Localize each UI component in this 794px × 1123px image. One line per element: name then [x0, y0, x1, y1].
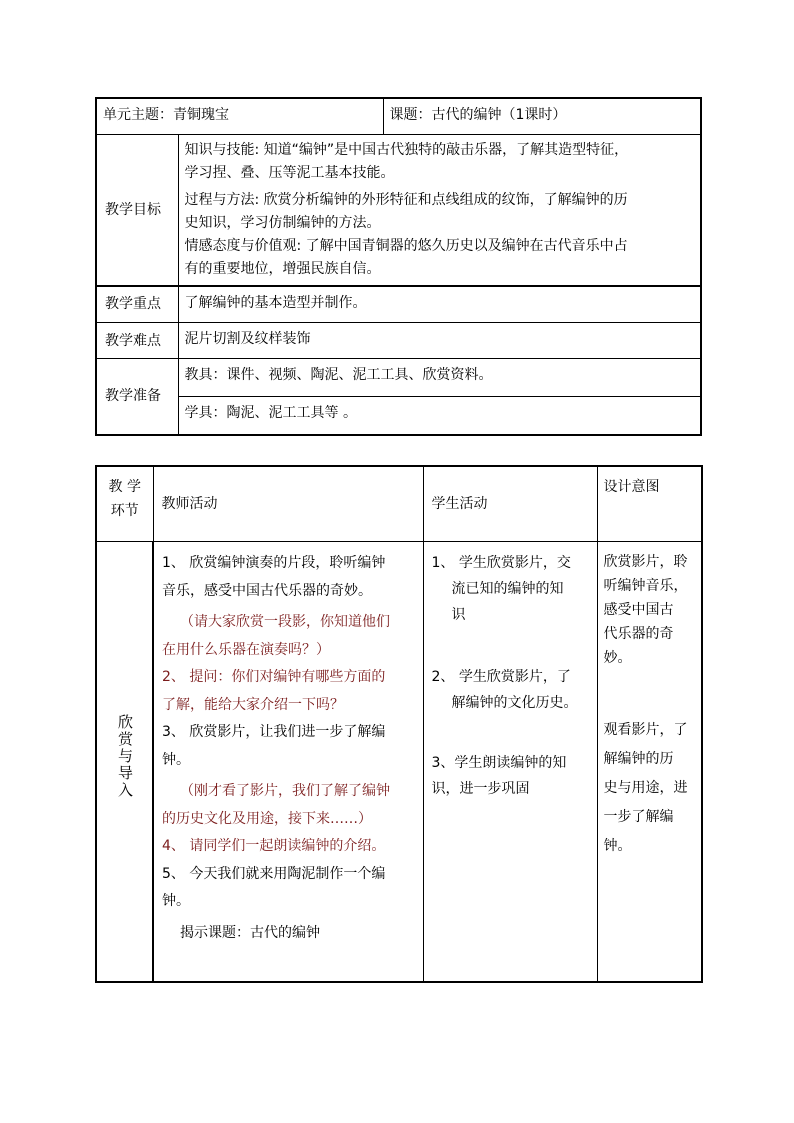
student-line: 识 [451, 607, 466, 623]
teacher-line: 1、 欣赏编钟演奏的片段，聆听编钟 [162, 555, 386, 571]
intent-line: 解编钟的历 [603, 751, 674, 767]
stage-header-line2: 环节 [110, 503, 139, 519]
student-line: 识，进一步巩固 [431, 781, 530, 797]
teacher-line: 揭示课题：古代的编钟 [180, 924, 320, 941]
intent-line: 感受中国古 [603, 602, 674, 618]
lesson-title-cell [383, 98, 701, 134]
teacher-line: （请大家欣赏一段影，你知道他们 [180, 614, 390, 630]
stage-header [96, 466, 153, 542]
intent-line: 代乐器的奇 [603, 626, 674, 642]
student-line: 2、 学生欣赏影片，了 [431, 669, 571, 685]
key-point-label: 教学重点 [96, 286, 178, 323]
teacher-line: 在用什么乐器在演奏吗？） [162, 641, 330, 658]
teacher-line: 5、 今天我们就来用陶泥制作一个编 [162, 865, 386, 882]
unit-theme: 单元主题：青铜瑰宝 [103, 107, 229, 123]
lesson-title: 课题：古代的编钟（1课时） [389, 107, 567, 123]
intent-line: 史与用途，进 [603, 780, 688, 796]
key-point-text: 了解编钟的基本造型并制作。 [178, 286, 701, 323]
goal-line: 情感态度与价值观: 了解中国青铜器的悠久历史以及编钟在古代音乐中占 [184, 237, 628, 254]
stage-name: 欣赏与导入 [116, 714, 134, 800]
intent-line: 观看影片，了 [603, 722, 688, 738]
intent-line: 欣赏影片，聆 [603, 554, 688, 570]
intent-line: 一步了解编 [603, 809, 674, 825]
teacher-line: （刚才看了影片，我们了解了编钟 [180, 783, 390, 799]
goal-line: 知识与技能: 知道“编钟”是中国古代独特的敲击乐器，了解其造型特征， [184, 141, 629, 158]
lesson-info-table [95, 97, 702, 436]
goal-line: 学习捏、叠、压等泥工基本技能。 [184, 164, 395, 181]
student-activity [423, 542, 597, 982]
student-line: 3、学生朗读编钟的知 [431, 755, 567, 771]
stage-header-line1: 教 学 [108, 479, 141, 495]
stage-cell [96, 542, 153, 982]
intent-header: 设计意图 [597, 466, 702, 542]
student-tools: 学具：陶泥、泥工工具等 。 [178, 397, 701, 435]
teacher-line: 了解，能给大家介绍一下吗？ [162, 696, 344, 713]
teacher-line-number: 2、 [162, 669, 185, 685]
student-line: 解编钟的文化历史。 [451, 695, 578, 711]
intent-line: 听编钟音乐， [603, 578, 688, 594]
difficulty-label: 教学难点 [96, 323, 178, 359]
goals-cell [178, 134, 701, 286]
teacher-header: 教师活动 [153, 466, 423, 542]
teacher-line: 4、 请同学们一起朗读编钟的介绍。 [162, 838, 386, 854]
unit-theme-cell [96, 98, 383, 134]
teacher-line: 的历史文化及用途，接下来……） [162, 810, 372, 827]
teacher-line [162, 664, 415, 692]
student-header: 学生活动 [423, 466, 597, 542]
teacher-line: 3、 欣赏影片，让我们进一步了解编 [162, 724, 386, 740]
goal-line: 史知识，学习仿制编钟的方法。 [184, 214, 381, 231]
teacher-line-text: 提问：你们对编钟有哪些方面的 [184, 669, 386, 685]
teacher-line: 音乐，感受中国古代乐器的奇妙。 [162, 582, 372, 599]
lesson-process-table [95, 465, 703, 983]
student-line: 流已知的编钟的知 [451, 581, 564, 597]
teacher-line: 钟。 [162, 893, 190, 909]
prep-label: 教学准备 [96, 359, 178, 435]
teacher-activity [153, 542, 423, 982]
intent-line: 妙。 [603, 650, 632, 666]
student-line: 1、 学生欣赏影片，交 [431, 555, 571, 571]
teacher-line: 钟。 [162, 751, 190, 768]
goal-line: 有的重要地位，增强民族自信。 [184, 260, 381, 277]
intent-line: 钟。 [603, 838, 632, 854]
teacher-tools: 教具：课件、视频、陶泥、泥工工具、欣赏资料。 [178, 359, 701, 397]
difficulty-text: 泥片切割及纹样装饰 [178, 323, 701, 359]
goal-line: 过程与方法: 欣赏分析编钟的外形特征和点线组成的纹饰，了解编钟的历 [184, 191, 628, 208]
design-intent [597, 542, 702, 982]
goals-label: 教学目标 [96, 134, 178, 286]
